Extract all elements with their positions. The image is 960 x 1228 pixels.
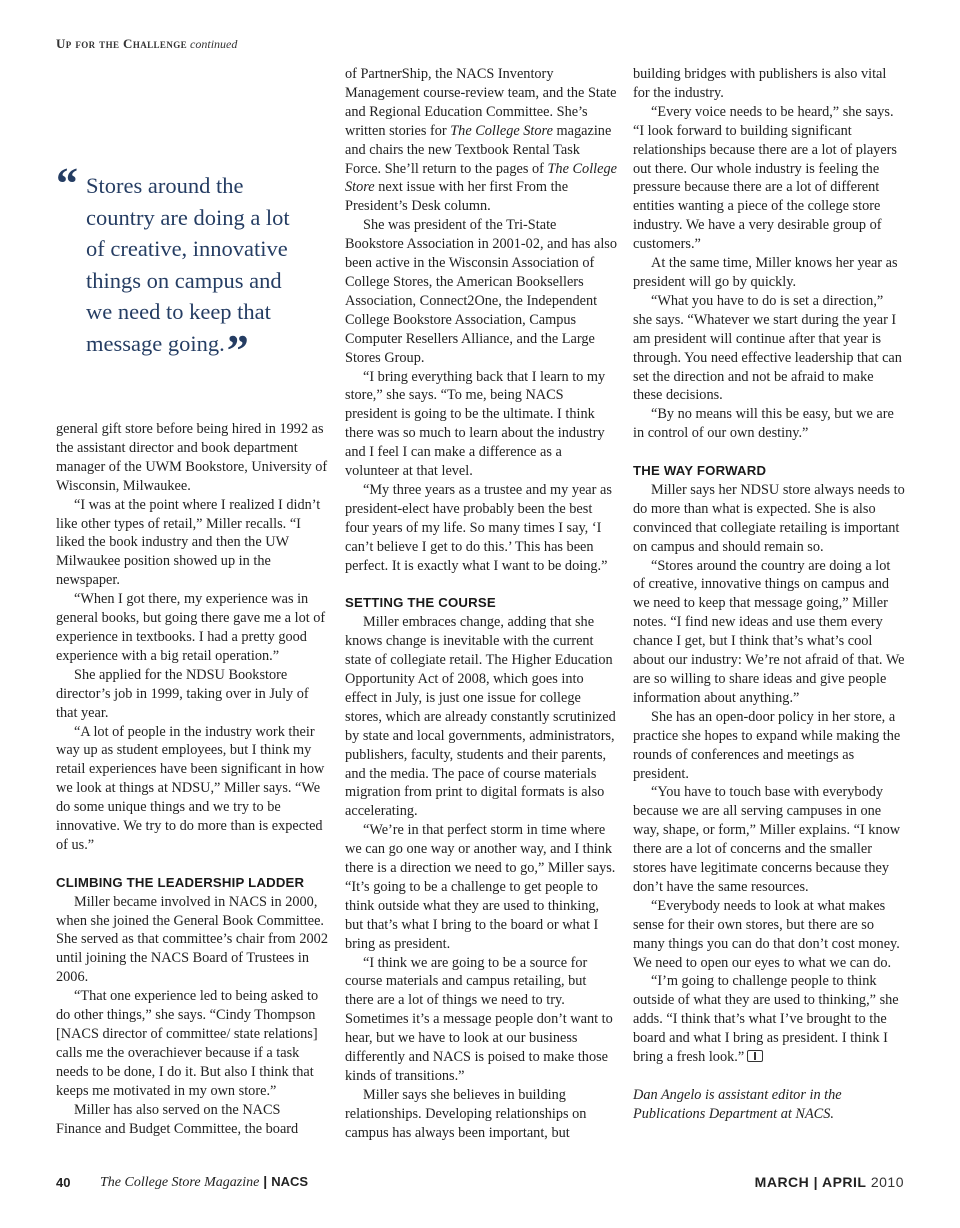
close-quote-mark: ” <box>226 325 249 375</box>
paragraph: “When I got there, my experience was in general books, but going there gave me a lot of experience in textbooks. I had a pretty good experience with a big retail operation.” <box>56 591 326 664</box>
paragraph: “What you have to do is set a direction,” she says. “Whatever we start during the year I am president will continue after that year is through. You need effective leadership that can set the direction and not be afraid to make these decisions. <box>633 292 902 404</box>
paragraph: “You have to touch base with everybody because we are all serving campuses in one way, shape, or form,” Miller explains. “I know there are a lot of concerns and the smaller stores have legitimate concerns because they don’t have the same resources. <box>633 784 901 895</box>
article-column-1 <box>56 420 328 1138</box>
paragraph: “Every voice needs to be heard,” she says. “I look forward to building significant relationships because there are a lot of players out there. Our whole industry is feeling the pressure because there are a lot of different entities wanting a piece of the college store industry. We have a very desirable group of customers.” <box>633 103 897 253</box>
author-bio: Dan Angelo is assistant editor in the Publications Department at NACS. <box>633 1086 842 1122</box>
paragraph: “Stores around the country are doing a lot of creative, innovative things on campus and we need to keep that message going,” Miller notes. “I find new ideas and use them every chance I get, but I think that’s what’s cool about our industry: We’re not afraid of that. We are so willing to share ideas and give people information about anything.” <box>633 557 905 706</box>
paragraph: “By no means will this be easy, but we are in control of our own destiny.” <box>633 406 894 442</box>
magazine-name: The College Store Magazine | NACS <box>100 1173 309 1190</box>
magazine-title: The College Store <box>450 122 553 139</box>
page-footer <box>56 1173 904 1195</box>
paragraph: Miller embraces change, adding that she knows change is inevitable with the current state of collegiate retail. The Higher Education Opportunity Act of 2008, which goes into effect in July, is just one issue for college stores, which are already constantly scrutinized by state and local governments, administrators, publishers, faculty, students and their parents, and the media. The pace of course materials migration from print to digital formats is also accelerating. <box>345 614 616 820</box>
continued-label: continued <box>190 37 238 51</box>
paragraph: “My three years as a trustee and my year as president-elect have probably been the best four years of my life. So many times I say, ‘I can’t believe I get to do this.’ This has been perfect. It is exactly what I want to be doing.” <box>345 481 612 574</box>
article-column-2 <box>345 65 617 1143</box>
paragraph: Miller has also served on the NACS Finance and Budget Committee, the board <box>56 1101 299 1137</box>
section-heading: SETTING THE COURSE <box>345 595 496 611</box>
paragraph: Miller says her NDSU store always needs to do more than what is expected. She is also convinced that collegiate retailing is important on campus and should remain so. <box>633 481 905 555</box>
paragraph: “I think we are going to be a source for course materials and campus retailing, but there are a lot of things we need to try. Sometimes it’s a message people don’t want to hear, but we have to look at our business differently and NACS is poised to make those kinds of transitions.” <box>345 954 613 1085</box>
issue-date: MARCH | APRIL 2010 <box>754 1174 904 1190</box>
paragraph: “That one experience led to being asked to do other things,” she says. “Cindy Thompson [NACS director of committee/ state relations] calls me the overachiever because if a task needs to be done, I do it. But also I think that keeps me motivated in my own store.” <box>56 988 319 1099</box>
section-heading: CLIMBING THE LEADERSHIP LADDER <box>56 874 305 890</box>
pull-quote-text: Stores around the country are doing a lot of creative, innovative things on campus and we need to keep that message going. <box>86 173 290 356</box>
book-endmark-icon <box>747 1050 763 1062</box>
paragraph: building bridges with publishers is also vital for the industry. <box>633 66 887 101</box>
paragraph: “Everybody needs to look at what makes sense for their own stores, but there are so many things you can do that don’t cost money. We need to open our eyes to what we can do. <box>633 897 900 971</box>
paragraph: “We’re in that perfect storm in time where we can go one way or another way, and I think there is a direction we need to go,” Miller says. “It’s going to be a challenge to get people to think outside what they are used to thinking, but that’s what I bring to the board or what I bring as president. <box>345 822 616 952</box>
paragraph: She has an open-door policy in her store, a practice she hopes to expand while making the rounds of conferences and meetings as president. <box>633 708 901 782</box>
paragraph: “I’m going to challenge people to think outside of what they are used to thinking,” she adds. “I think that’s what I’ve brought to the board and what I bring as president. I think I bring a fresh look.” <box>633 973 899 1066</box>
paragraph: At the same time, Miller knows her year as president will go by quickly. <box>633 255 898 290</box>
paragraph: Miller says she believes in building relationships. Developing relationships on campus has always been important, but <box>345 1086 587 1141</box>
running-head <box>56 36 237 52</box>
page-number: 40 <box>56 1175 71 1190</box>
article-column-3 <box>633 65 905 1124</box>
open-quote-mark: “ <box>56 159 78 208</box>
paragraph: “A lot of people in the industry work their way up as student employees, but I think my retail experiences have been significant in how we look at things at NDSU,” Miller says. “We do some unique things and we try to be innovative. We try to do more than is expected of us.” <box>56 723 325 853</box>
section-title: Up for the Challenge <box>56 36 188 51</box>
paragraph: She was president of the Tri-State Bookstore Association in 2001-02, and has also been active in the Wisconsin Association of College Stores, the American Booksellers Association, Connect2One, the Independent College Bookstore Association, Campus Computer Resellers Alliance, and the Large Stores Group. <box>345 217 618 366</box>
paragraph: general gift store before being hired in 1992 as the assistant director and book department manager of the UWM Bookstore, University of Wisconsin, Milwaukee. <box>56 421 328 494</box>
paragraph: “I was at the point where I realized I didn’t like other types of retail,” Miller recalls. “I liked the book industry and then the UW Milwaukee position showed up in the newspaper. <box>56 496 321 589</box>
paragraph: of PartnerShip, the NACS Inventory Management course-review team, and the State and Regional Education Committee. She’s written stories for The College Store magazine and chairs the new Textbook Rental Task Force. She’ll return to the pages of The College Store next issue with her first From the President’s Desk column. <box>345 66 617 215</box>
paragraph: She applied for the NDSU Bookstore director’s job in 1999, taking over in July of that year. <box>56 666 309 721</box>
org-name: NACS <box>271 1174 309 1189</box>
pull-quote <box>56 159 310 375</box>
paragraph: “I bring everything back that I learn to my store,” she says. “To me, being NACS president is going to be the ultimate. I think there was so much to learn about the industry and I feel I can make a difference as a volunteer at that level. <box>345 368 606 480</box>
section-heading: THE WAY FORWARD <box>633 463 767 479</box>
paragraph: Miller became involved in NACS in 2000, when she joined the General Book Committee. She served as that committee’s chair from 2002 until joining the NACS Board of Trustees in 2006. <box>56 893 328 986</box>
magazine-title: The College Store <box>345 160 617 196</box>
